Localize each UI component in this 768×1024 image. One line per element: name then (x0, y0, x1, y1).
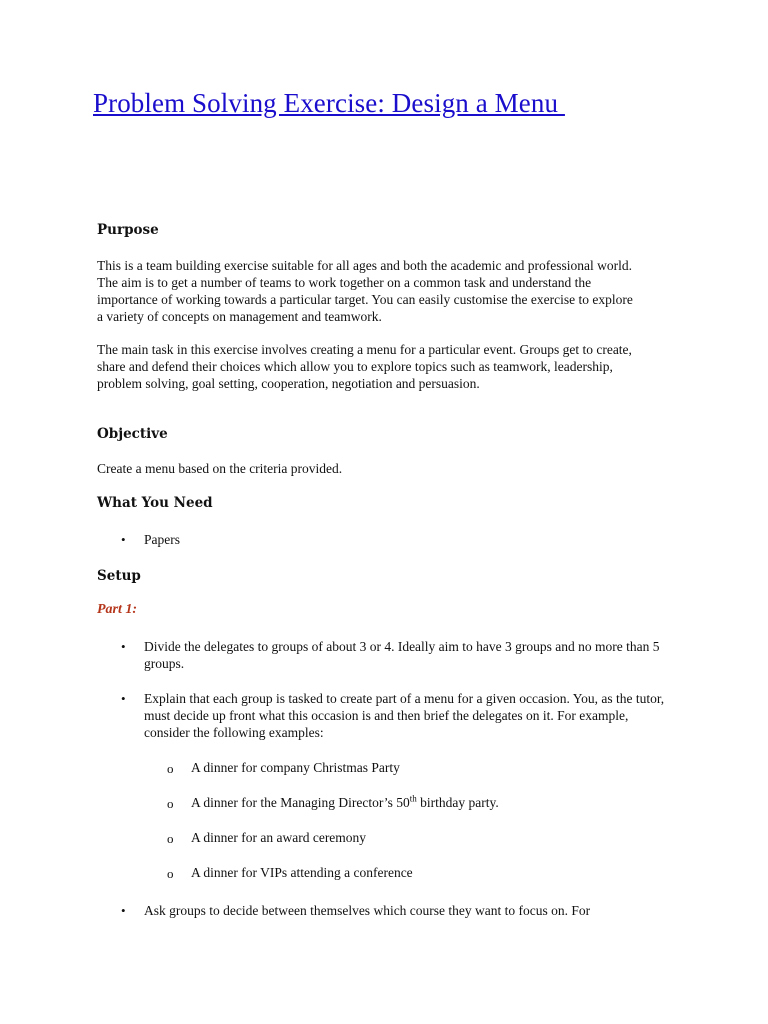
bullet-icon: • (121, 691, 126, 706)
need-item-papers: Papers (144, 532, 180, 547)
example-item-3: A dinner for an award ceremony (191, 830, 367, 845)
setup-item-3: Ask groups to decide between themselves which course they want to focus on. For (144, 903, 591, 918)
example-item-1: A dinner for company Christmas Party (191, 760, 400, 775)
sub-bullet-icon: o (167, 866, 174, 881)
objective-text: Create a menu based on the criteria provided. (97, 461, 343, 476)
purpose-paragraph-1: This is a team building exercise suitable for all ages and both the academic and professional world. The aim is to get a number of teams to work together on a common task and understand the importance of working towards a particular target. You can easily customise the exercise to explore a variety of concepts on management and teamwork. (97, 258, 633, 324)
example-item-2-text-end: birthday party. (416, 795, 499, 810)
sub-bullet-icon: o (167, 831, 174, 846)
sub-bullet-icon: o (167, 761, 174, 776)
ordinal-suffix: th (409, 793, 417, 804)
setup-item-1: Divide the delegates to groups of about 3 or 4. Ideally aim to have 3 groups and no more than 5 groups. (144, 639, 660, 671)
sub-bullet-icon: o (167, 796, 174, 811)
what-you-need-heading: What You Need (97, 495, 213, 511)
example-item-2 (191, 794, 671, 811)
part-1-label: Part 1: (97, 602, 138, 617)
bullet-icon: • (121, 532, 126, 547)
purpose-heading: Purpose (97, 222, 159, 238)
bullet-icon: • (121, 639, 126, 654)
setup-item-2: Explain that each group is tasked to create part of a menu for a given occasion. You, as the tutor, must decide up front what this occasion is and then brief the delegates on it. For example, consider the following examples: (144, 691, 665, 740)
objective-heading: Objective (97, 426, 168, 442)
example-item-4: A dinner for VIPs attending a conference (191, 865, 413, 880)
purpose-paragraph-2: The main task in this exercise involves creating a menu for a particular event. Groups get to create, share and defend their choices which allow you to explore topics such as teamwork, leadership, problem solving, goal setting, cooperation, negotiation and persuasion. (97, 342, 632, 391)
document-title[interactable]: Problem Solving Exercise: Design a Menu (93, 88, 565, 118)
example-item-2-text: A dinner for the Managing Director’s 50 (191, 795, 410, 810)
bullet-icon: • (121, 903, 126, 918)
setup-heading: Setup (97, 568, 141, 584)
